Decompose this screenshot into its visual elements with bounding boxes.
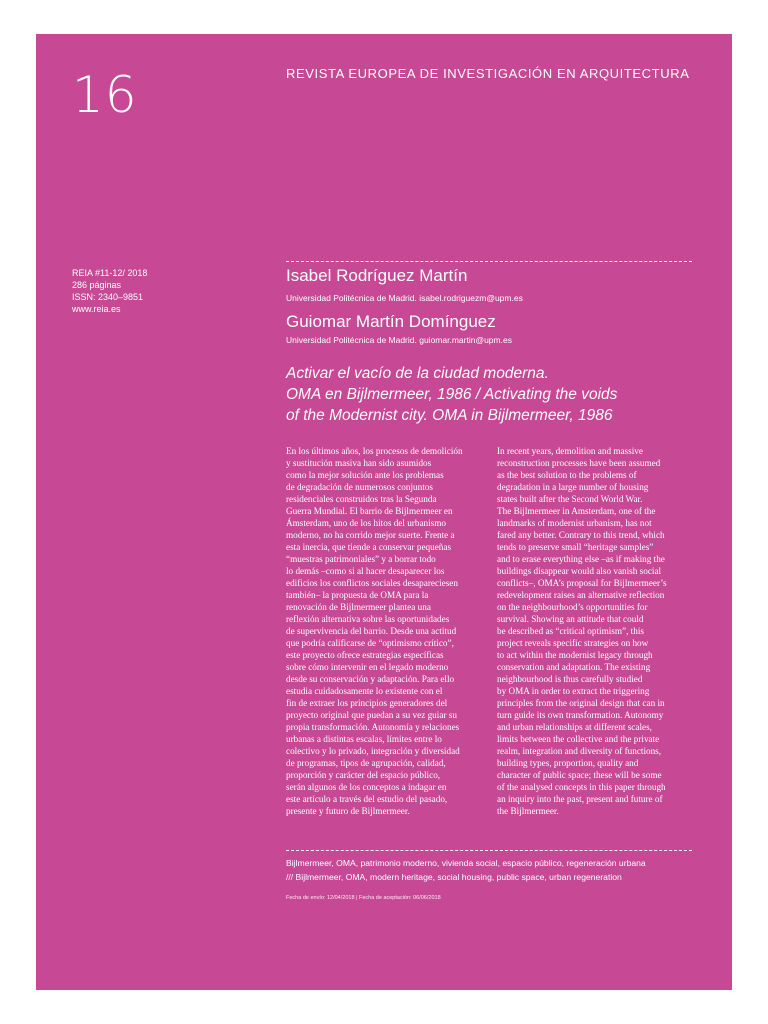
abstract-line: buildings disappear would also vanish social [497, 566, 662, 576]
abstract-line: be described as “critical optimism”, this [497, 626, 644, 636]
abstract-line: turn guide its own transformation. Autonomy [497, 710, 664, 720]
abstract-line: desde su conservación y adaptación. Para ello [286, 674, 455, 684]
abstract-line: como la mejor solución ante los problemas [286, 470, 444, 480]
abstract-line: colectivo y lo privado, integración y diversidad [286, 746, 460, 756]
abstract-line: esta inercia, que tiende a conservar pequeñas [286, 542, 452, 552]
abstract-line: neighbourhood is thus carefully studied [497, 674, 643, 684]
abstract-line: the Bijlmermeer. [497, 806, 559, 816]
abstract-line: proporción y carácter del espacio público, [286, 770, 441, 780]
abstract-line: building types, proportion, quality and [497, 758, 639, 768]
abstract-line: Ámsterdam, uno de los hitos del urbanismo [286, 518, 446, 528]
abstract-line: proyecto original que puedan a su vez guiar su [286, 710, 457, 720]
abstract-line: lo demás –como si al hacer desaparecer los [286, 566, 445, 576]
submission-dates: Fecha de envío: 12/04/2018 | Fecha de aceptación: 06/06/2018 [286, 895, 441, 901]
abstract-line: character of public space; these will be some [497, 770, 662, 780]
author-affiliation: Universidad Politécnica de Madrid. guiomar.martin@upm.es [286, 335, 512, 345]
article-cover-page [36, 34, 732, 990]
abstract-line: serán algunos de los conceptos a indagar en [286, 782, 447, 792]
abstract-line: propia transformación. Autonomía y relaciones [286, 722, 460, 732]
abstract-line: fared any better. Contrary to this trend, which [497, 530, 665, 540]
abstract-line: presente y futuro de Bijlmermeer. [286, 806, 410, 816]
abstract-line: limits between the collective and the private [497, 734, 660, 744]
abstract-line: degradation in a large number of housing [497, 482, 649, 492]
abstract-line: redevelopment raises an alternative reflection [497, 590, 665, 600]
meta-link[interactable]: www.reia.es [72, 304, 121, 314]
abstract-line: to act within the modernist legacy through [497, 650, 653, 660]
abstract-line: edificios los conflictos sociales desapareciesen [286, 578, 458, 588]
title-line: OMA en Bijlmermeer, 1986 / Activating the voids [286, 386, 618, 403]
meta-line: REIA #11-12/ 2018 [72, 268, 148, 278]
abstract-line: residenciales construidos tras la Segunda [286, 494, 437, 504]
title-line: of the Modernist city. OMA in Bijlmermeer, 1986 [286, 407, 613, 424]
keywords [286, 856, 646, 884]
abstract-line: conservation and adaptation. The existing [497, 662, 651, 672]
abstract-line: y sustitución masiva han sido asumidos [286, 458, 432, 468]
abstract-line: project reveals specific strategies on how [497, 638, 649, 648]
journal-title: REVISTA EUROPEA DE INVESTIGACIÓN EN ARQUITECTURA [286, 66, 690, 81]
abstract-line: principles from the original design that can in [497, 698, 665, 708]
abstract-line: an inquiry into the past, present and future of [497, 794, 663, 804]
abstract-line: Guerra Mundial. El barrio de Bijlmermeer en [286, 506, 453, 516]
abstract-spanish [286, 445, 486, 817]
abstract-line: survival. Showing an attitude that could [497, 614, 644, 624]
title-line: Activar el vacío de la ciudad moderna. [286, 365, 549, 382]
author-affiliation: Universidad Politécnica de Madrid. isabel.rodriguezm@upm.es [286, 293, 523, 303]
dashed-divider [286, 261, 692, 262]
abstract-line: The Bijlmermeer in Amsterdam, one of the [497, 506, 656, 516]
abstract-line: and to erase everything else –as if making the [497, 554, 665, 564]
author-name: Isabel Rodríguez Martín [286, 266, 468, 285]
abstract-line: estudia cuidadosamente lo existente con el [286, 686, 443, 696]
abstract-line: fin de extraer los principios generadores del [286, 698, 448, 708]
abstract-line: de supervivencia del barrio. Desde una actitud [286, 626, 457, 636]
abstract-line: este artículo a través del estudio del pasado, [286, 794, 448, 804]
meta-line: 286 páginas [72, 280, 122, 290]
abstract-english [497, 445, 697, 817]
abstract-line: urbanas a distintas escalas, límites entre lo [286, 734, 442, 744]
abstract-line: renovación de Bijlmermeer plantea una [286, 602, 431, 612]
abstract-line: En los últimos años, los procesos de demolición [286, 446, 463, 456]
abstract-line: moderno, no ha corrido mejor suerte. Frente a [286, 530, 455, 540]
dashed-divider [286, 850, 692, 851]
issue-number: 16 [72, 66, 138, 124]
abstract-line: de programas, tipos de agrupación, calidad, [286, 758, 446, 768]
abstract-line: by OMA in order to extract the triggering [497, 686, 650, 696]
keywords-english: /// Bijlmermeer, OMA, modern heritage, social housing, public space, urban regeneration [286, 872, 622, 882]
meta-line: ISSN: 2340–9851 [72, 292, 144, 302]
abstract-line: este proyecto ofrece estrategias específicas [286, 650, 444, 660]
abstract-line: también– la propuesta de OMA para la [286, 590, 429, 600]
abstract-line: reconstruction processes have been assumed [497, 458, 661, 468]
abstract-line: de degradación de numerosos conjuntos [286, 482, 433, 492]
abstract-line: realm, integration and diversity of functions, [497, 746, 662, 756]
abstract-line: conflicts–, OMA’s proposal for Bijlmermeer’s [497, 578, 667, 588]
abstract-line: “muestras patrimoniales” y a borrar todo [286, 554, 436, 564]
abstract-line: of the analysed concepts in this paper through [497, 782, 666, 792]
abstract-line: sobre cómo intervenir en el legado moderno [286, 662, 449, 672]
abstract-line: on the neighbourhood’s opportunities for [497, 602, 648, 612]
abstract-line: landmarks of modernist urbanism, has not [497, 518, 652, 528]
abstract-line: states built after the Second World War. [497, 494, 643, 504]
publication-meta [72, 267, 147, 315]
abstract-line: In recent years, demolition and massive [497, 446, 643, 456]
abstract-line: reflexión alternativa sobre las oportunidades [286, 614, 450, 624]
article-title [286, 363, 706, 426]
abstract-line: tends to preserve small “heritage samples” [497, 542, 654, 552]
author-name: Guiomar Martín Domínguez [286, 312, 496, 331]
abstract-line: as the best solution to the problems of [497, 470, 637, 480]
abstract-line: que podría calificarse de “optimismo crítico”, [286, 638, 454, 648]
abstract-line: and urban relationships at different scales, [497, 722, 652, 732]
keywords-spanish: Bijlmermeer, OMA, patrimonio moderno, vivienda social, espacio público, regeneración urbana [286, 858, 646, 868]
